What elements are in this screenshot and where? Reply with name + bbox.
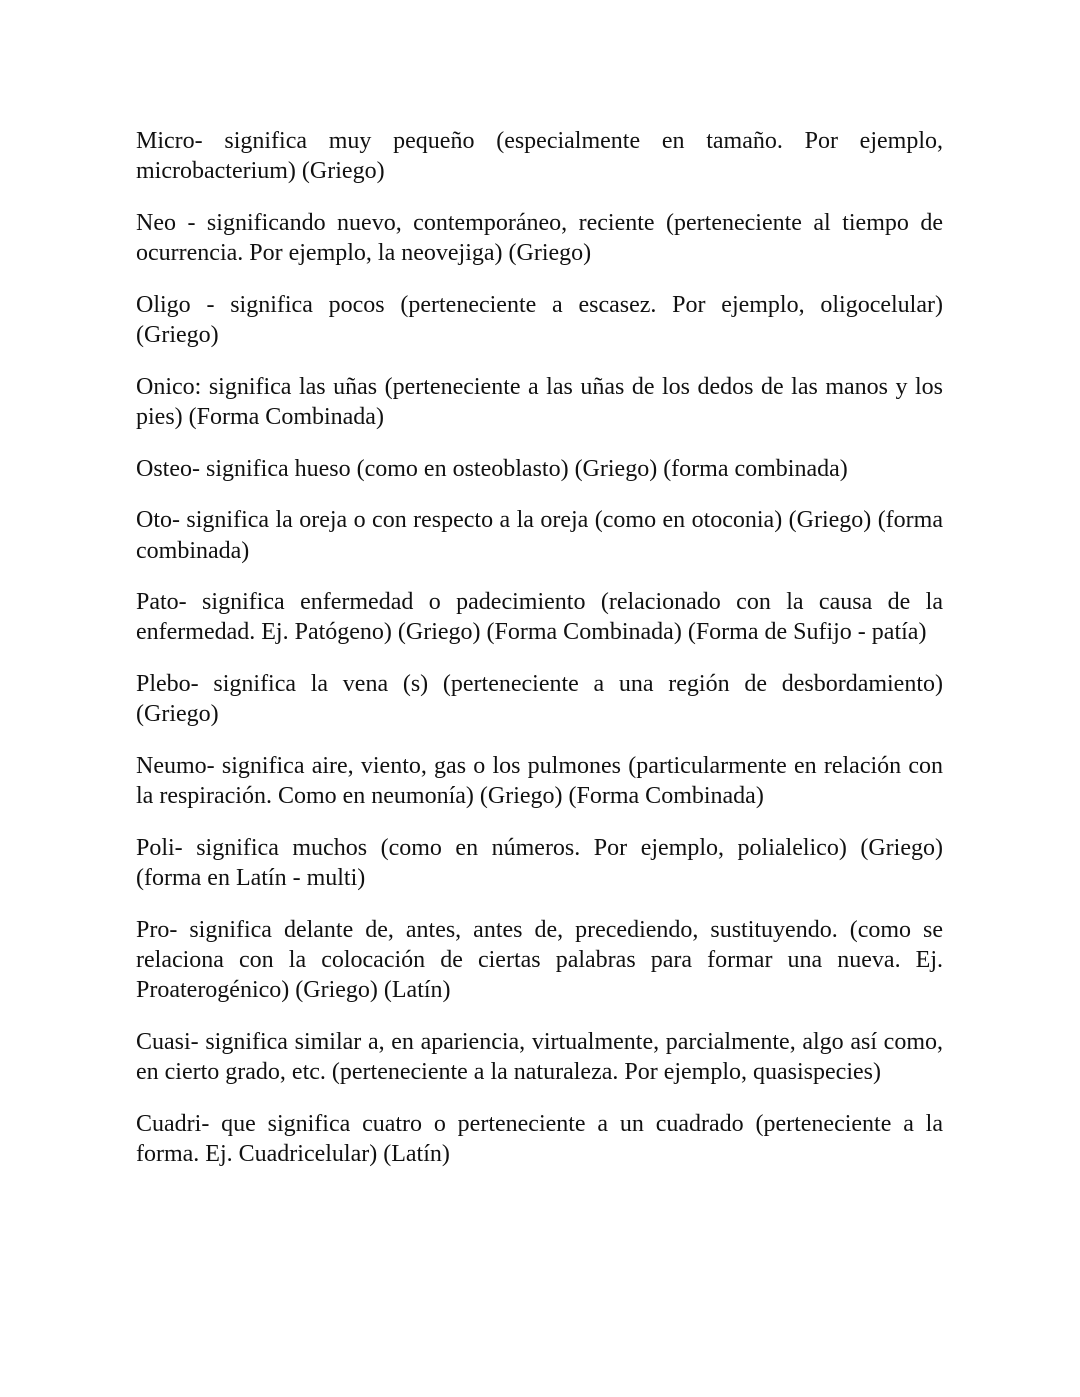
entry-oto: Oto- significa la oreja o con respecto a la oreja (como en otoconia) (Griego) (forma combinada) xyxy=(136,507,943,564)
entry-onico: Onico: significa las uñas (perteneciente a las uñas de los dedos de las manos y los pies) (Forma Combinada) xyxy=(136,373,943,430)
entry-plebo: Plebo- significa la vena (s) (perteneciente a una región de desbordamiento) (Griego) xyxy=(136,671,943,728)
entry-micro: Micro- significa muy pequeño (especialmente en tamaño. Por ejemplo, microbacterium) (Griego) xyxy=(136,128,943,185)
document-page xyxy=(136,126,943,1191)
entry-cuasi: Cuasi- significa similar a, en apariencia, virtualmente, parcialmente, algo así como, en cierto grado, etc. (perteneciente a la naturaleza. Por ejemplo, quasispecies) xyxy=(136,1028,943,1086)
entry-pro: Pro- significa delante de, antes, antes de, precediendo, sustituyendo. (como se relaciona con la colocación de ciertas palabras para formar una nueva. Ej. Proaterogénico) (Griego) (Latín) xyxy=(136,916,943,1004)
entry-poli: Poli- significa muchos (como en números. Por ejemplo, polialelico) (Griego) (forma en Latín - multi) xyxy=(136,834,943,892)
entry-pato: Pato- significa enfermedad o padecimiento (relacionado con la causa de la enfermedad. Ej. Patógeno) (Griego) (Forma Combinada) (Forma de Sufijo - patía) xyxy=(136,589,943,646)
entry-neo: Neo - significando nuevo, contemporáneo, reciente (perteneciente al tiempo de ocurrencia. Por ejemplo, la neovejiga) (Griego) xyxy=(136,209,943,267)
entry-cuadri: Cuadri- que significa cuatro o perteneciente a un cuadrado (perteneciente a la forma. Ej. Cuadricelular) (Latín) xyxy=(136,1110,943,1168)
entry-neumo: Neumo- significa aire, viento, gas o los pulmones (particularmente en relación con la respiración. Como en neumonía) (Griego) (Forma Combinada) xyxy=(136,753,943,810)
entry-osteo: Osteo- significa hueso (como en osteoblasto) (Griego) (forma combinada) xyxy=(136,455,848,482)
entry-oligo: Oligo - significa pocos (perteneciente a escasez. Por ejemplo, oligocelular) (Griego) xyxy=(136,291,943,349)
